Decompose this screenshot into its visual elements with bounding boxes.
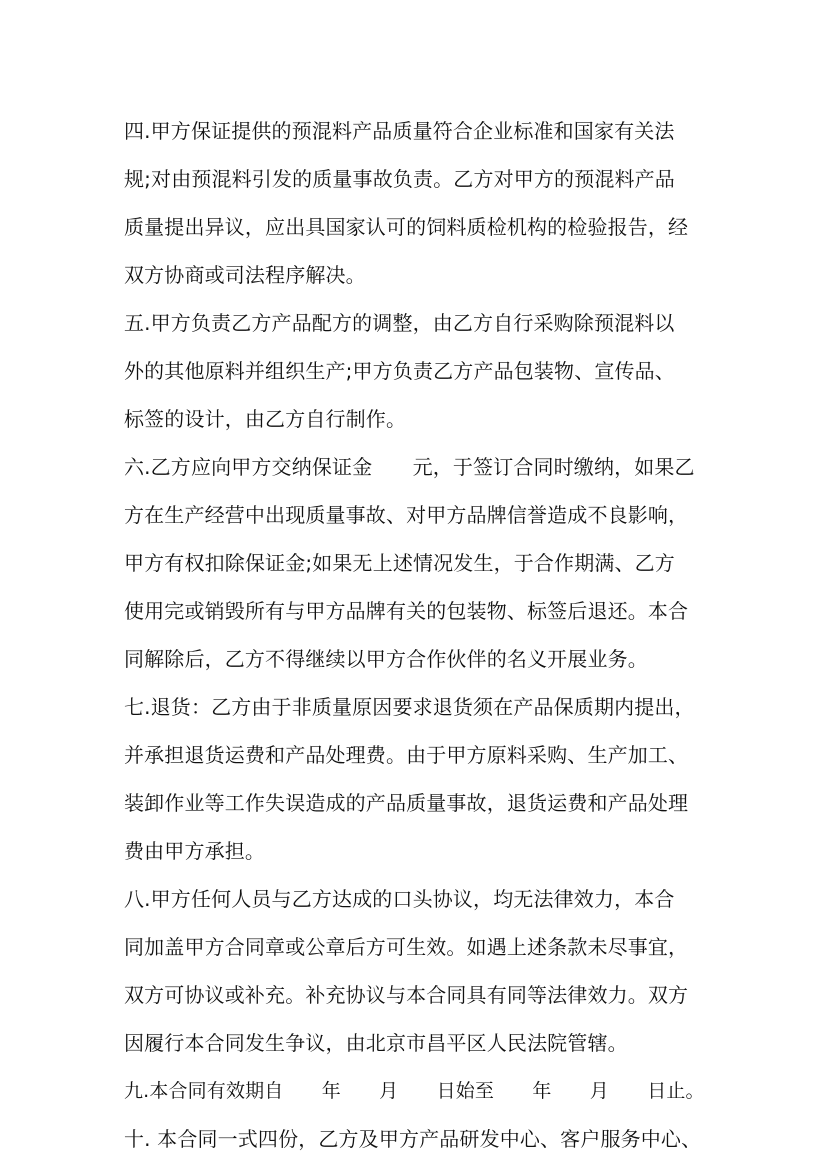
line-clause-9-1: 九.本合同有效期自 年 月 日始至 年 月 日止。 xyxy=(124,1080,705,1102)
line-clause-4-4: 双方协商或司法程序解决。 xyxy=(124,263,366,287)
line-clause-4-2: 规;对由预混料引发的质量事故负责。乙方对甲方的预混料产品 xyxy=(124,167,675,191)
line-clause-8-3: 双方可协议或补充。补充协议与本合同具有同等法律效力。双方 xyxy=(124,983,689,1007)
line-clause-5-1: 五.甲方负责乙方产品配方的调整，由乙方自行采购除预混料以 xyxy=(124,311,675,335)
line-clause-7-2: 并承担退货运费和产品处理费。由于甲方原料采购、生产加工、 xyxy=(124,743,689,767)
line-clause-6-1: 六.乙方应向甲方交纳保证金 元，于签订合同时缴纳，如果乙 xyxy=(124,455,695,479)
line-clause-5-2: 外的其他原料并组织生产;甲方负责乙方产品包装物、宣传品、 xyxy=(124,359,675,383)
line-clause-8-1: 八.甲方任何人员与乙方达成的口头协议，均无法律效力，本合 xyxy=(124,887,675,911)
line-clause-10-1: 十. 本合同一式四份，乙方及甲方产品研发中心、客户服务中心、 xyxy=(124,1127,702,1151)
line-clause-4-1: 四.甲方保证提供的预混料产品质量符合企业标准和国家有关法 xyxy=(124,119,675,143)
line-clause-5-3: 标签的设计，由乙方自行制作。 xyxy=(124,407,407,431)
contract-body xyxy=(124,107,714,1163)
line-clause-7-3: 装卸作业等工作失误造成的产品质量事故，退货运费和产品处理 xyxy=(124,791,689,815)
line-clause-6-5: 同解除后，乙方不得继续以甲方合作伙伴的名义开展业务。 xyxy=(124,647,648,671)
line-clause-8-2: 同加盖甲方合同章或公章后方可生效。如遇上述条款未尽事宜， xyxy=(124,935,689,959)
line-clause-7-4: 费由甲方承担。 xyxy=(124,839,266,863)
line-clause-7-1: 七.退货：乙方由于非质量原因要求退货须在产品保质期内提出， xyxy=(124,695,695,719)
line-clause-6-2: 方在生产经营中出现质量事故、对甲方品牌信誉造成不良影响， xyxy=(124,503,689,527)
line-clause-6-4: 使用完或销毁所有与甲方品牌有关的包装物、标签后退还。本合 xyxy=(124,599,689,623)
line-clause-6-3: 甲方有权扣除保证金;如果无上述情况发生，于合作期满、乙方 xyxy=(124,551,675,575)
line-clause-8-4: 因履行本合同发生争议，由北京市昌平区人民法院管辖。 xyxy=(124,1031,628,1055)
line-clause-4-3: 质量提出异议，应出具国家认可的饲料质检机构的检验报告，经 xyxy=(124,215,689,239)
